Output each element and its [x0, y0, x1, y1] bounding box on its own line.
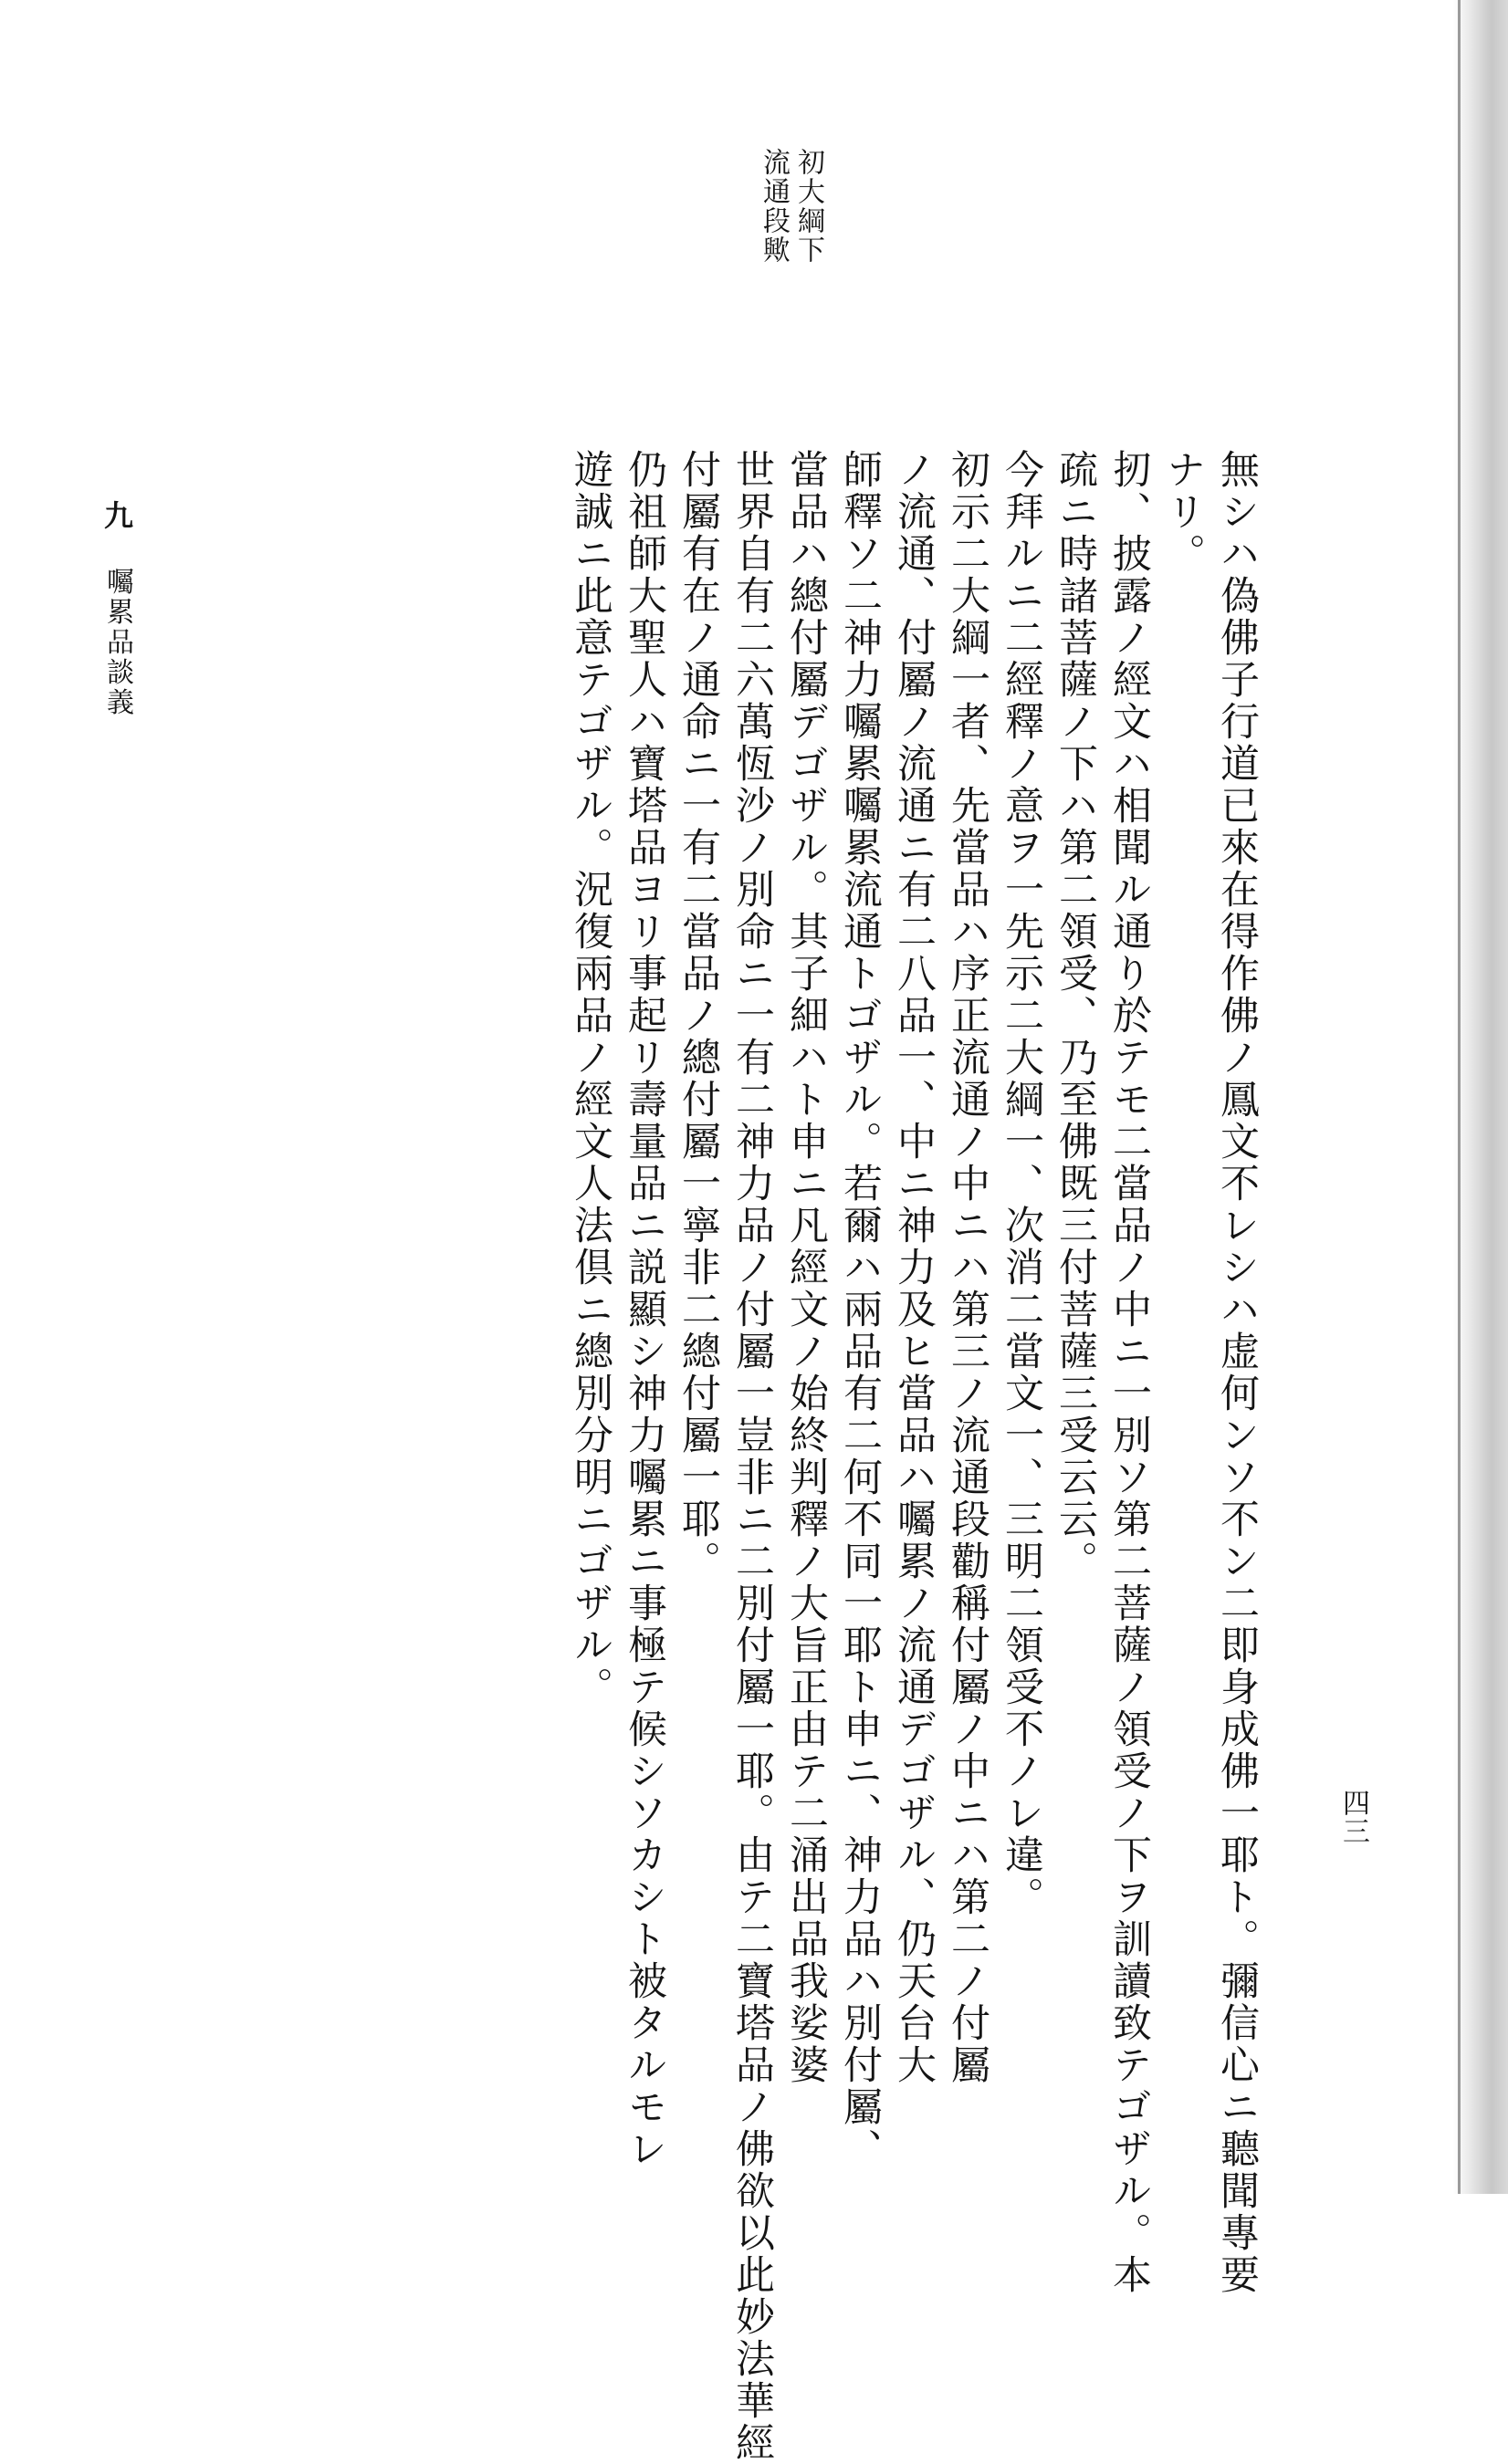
text-line: 無シハ偽佛子行道已來在得作佛ノ鳳文不レシハ虚何ンソ不ン二即身成佛一耶ト。彌信心ニ聽聞專要 [1214, 449, 1260, 2296]
text-line: 疏ニ時諸菩薩ノ下ハ第二領受、乃至佛既三付菩薩三受云云。 [1052, 449, 1098, 1582]
text-line: 今拜ルニ二經釋ノ意ヲ一先示二大綱一、次消二當文一、三明二領受不ノレ違。 [999, 449, 1044, 1918]
scan-page-edge [1453, 0, 1508, 2194]
text-line: 扨、披露ノ經文ハ相聞ル通り於テモ二當品ノ中ニ一別ソ第二菩薩ノ領受ノ下ヲ訓讀致テゴザル。本 [1106, 449, 1152, 2296]
text-line: ノ流通、付屬ノ流通ニ有二八品一、中ニ神力及ヒ當品ハ囑累ノ流通デゴザル、仍天台大 [891, 449, 937, 2086]
text-line: 當品ハ總付屬デゴザル。其子細ハト申ニ凡經文ノ始終判釋ノ大旨正由テ二涌出品我娑婆 [783, 449, 829, 2086]
running-header [99, 500, 135, 718]
chapter-title: 囑累品談義 [101, 567, 133, 718]
text-line: 世界自有二六萬恆沙ノ別命ニ一有二神力品ノ付屬一豈非ニ二別付屬一耶。由テ二寶塔品ノ佛欲以此妙法華經 [729, 449, 775, 2464]
text-line: 仍祖師大聖人ハ寶塔品ヨリ事起リ壽量品ニ説顯シ神力囑累ニ事極テ候シソカシト被タルモレ [622, 449, 667, 2170]
text-line: 師釋ソ二神力囑累囑累流通トゴザル。若爾ハ兩品有二何不同一耶ト申ニ、神力品ハ別付屬、 [837, 449, 883, 2170]
margin-note-line: 初大綱下 [792, 148, 824, 265]
margin-note-line: 流通段歟 [758, 148, 790, 265]
margin-note [756, 148, 825, 265]
scan-gutter-line [1458, 0, 1461, 2194]
main-body-text [563, 449, 1263, 2464]
text-line: 初示二大綱一者、先當品ハ序正流通ノ中ニハ第三ノ流通段勸稱付屬ノ中ニハ第二ノ付屬 [945, 449, 990, 2086]
chapter-number: 九 [99, 500, 134, 532]
page-number: 四三 [1337, 1789, 1369, 1845]
text-line: 付屬有在ノ通命ニ一有二當品ノ總付屬一寧非二總付屬一耶。 [675, 449, 721, 1582]
text-line: ナリ。 [1160, 449, 1206, 575]
text-line: 遊誠ニ此意テゴザル。況復兩品ノ經文人法倶ニ總別分明ニゴザル。 [568, 449, 613, 1708]
